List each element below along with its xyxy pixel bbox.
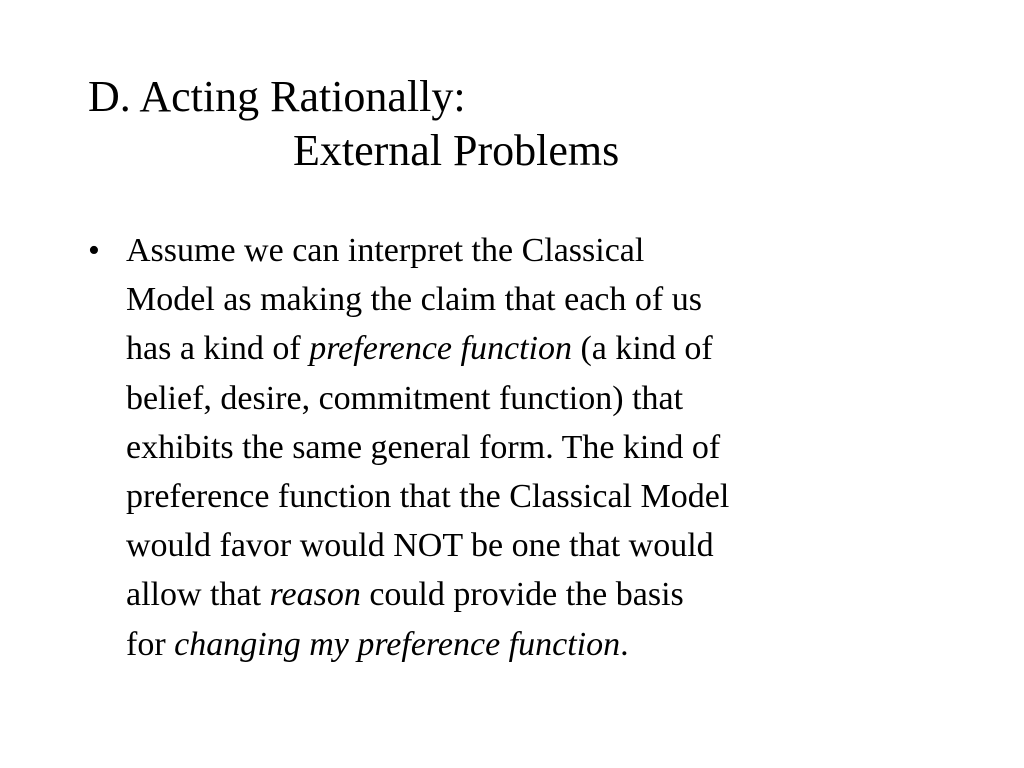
- bullet-text-segment: has a kind of: [126, 330, 310, 368]
- slide-title-line-1: D. Acting Rationally:: [88, 72, 466, 121]
- bullet-text-line: [126, 620, 968, 669]
- slide-title-line-2: External Problems: [293, 126, 620, 175]
- bullet-text-segment: (a kind of: [571, 330, 713, 368]
- bullet-text-italic: changing my preference function: [174, 625, 621, 663]
- slide-title: [88, 70, 948, 178]
- bullet-text-line: Model as making the claim that each of us: [126, 281, 702, 319]
- bullet-text-segment: for: [126, 625, 175, 663]
- bullet-item: [88, 226, 968, 669]
- bullet-icon: •: [88, 232, 100, 269]
- slide-body: [88, 226, 968, 669]
- bullet-text-line: belief, desire, commitment function) that: [126, 379, 684, 417]
- bullet-text-line: [126, 324, 968, 373]
- bullet-text-segment: could provide the basis: [360, 576, 684, 614]
- bullet-text-segment: allow that: [126, 576, 270, 614]
- bullet-text-line: exhibits the same general form. The kind of: [126, 428, 721, 466]
- bullet-text-line: would favor would NOT be one that would: [126, 527, 714, 565]
- bullet-text-italic: reason: [269, 576, 361, 614]
- bullet-text-line: [126, 570, 968, 619]
- bullet-text-line: preference function that the Classical Model: [126, 478, 730, 516]
- bullet-text-italic: preference function: [309, 330, 572, 368]
- bullet-text-line: Assume we can interpret the Classical: [126, 232, 645, 269]
- bullet-text-segment: .: [620, 625, 629, 663]
